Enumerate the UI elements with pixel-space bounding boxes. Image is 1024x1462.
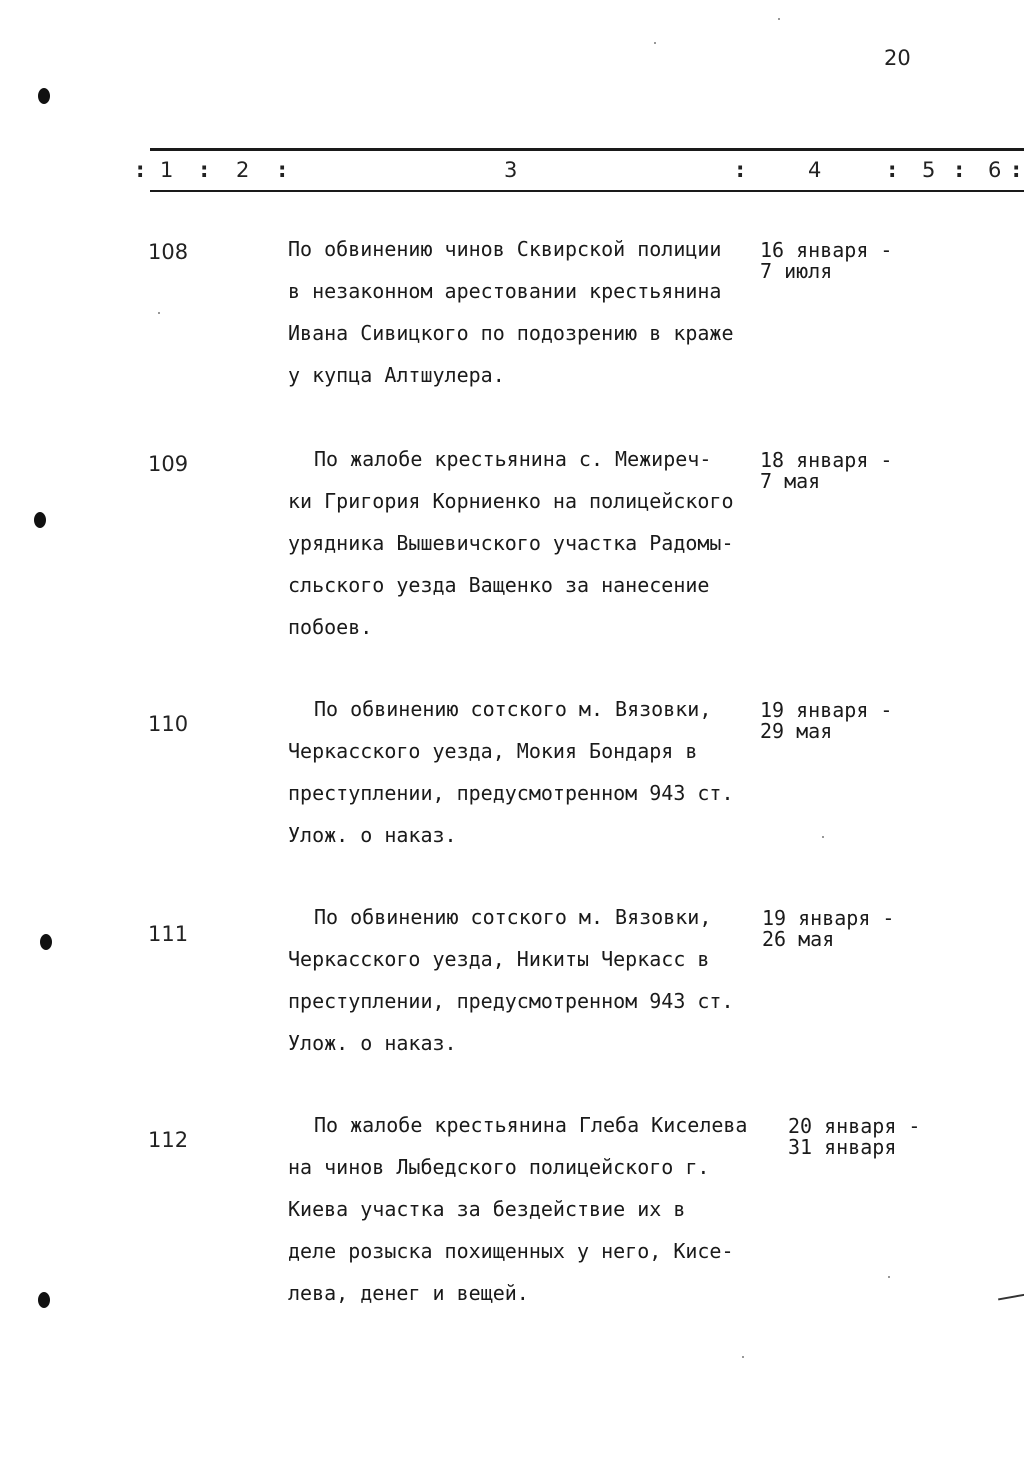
date-start: 20 января - — [788, 1114, 921, 1138]
column-header-6: 6 — [988, 158, 1002, 182]
entry-dates — [762, 908, 894, 950]
paper-speck — [158, 312, 160, 314]
date-end: 7 июля — [760, 259, 833, 283]
column-header-1: 1 — [160, 158, 174, 182]
entry-number: 109 — [148, 452, 189, 476]
description-line: Киева участка за бездействие их в — [288, 1197, 686, 1221]
entry-number: 110 — [148, 712, 189, 736]
description-line: преступлении, предусмотренном 943 ст. — [288, 989, 734, 1013]
paper-speck — [888, 1276, 890, 1278]
description-line: сльского уезда Ващенко за нанесение — [288, 573, 710, 597]
description-line: урядника Вышевичского участка Радомы- — [288, 531, 734, 555]
description-line: у купца Алтшулера. — [288, 363, 505, 387]
header-rule-bottom — [150, 190, 1024, 192]
description-line: Ивана Сивицкого по подозрению в краже — [288, 321, 734, 345]
header-rule-top — [150, 148, 1024, 151]
entry-description — [288, 688, 768, 856]
column-header-4: 4 — [808, 158, 822, 182]
entry-description — [288, 1104, 768, 1314]
entry-dates — [760, 700, 892, 742]
description-line: По жалобе крестьянина с. Межиреч- — [314, 447, 712, 471]
paper-speck — [654, 42, 656, 44]
entry-description — [288, 438, 768, 648]
description-line: По жалобе крестьянина Глеба Киселева — [314, 1113, 748, 1137]
date-start: 18 января - — [760, 448, 893, 472]
date-start: 19 января - — [760, 698, 893, 722]
entry-dates — [760, 240, 892, 282]
description-line: деле розыска похищенных у него, Кисе- — [288, 1239, 734, 1263]
date-end: 7 мая — [760, 469, 821, 493]
column-separator: : — [278, 158, 287, 182]
date-start: 19 января - — [762, 906, 895, 930]
punch-hole — [34, 512, 46, 528]
margin-mark — [998, 1294, 1024, 1301]
column-separator: : — [1012, 158, 1021, 182]
entry-dates — [788, 1116, 920, 1158]
description-line: на чинов Лыбедского полицейского г. — [288, 1155, 710, 1179]
column-separator: : — [736, 158, 745, 182]
date-end: 29 мая — [760, 719, 833, 743]
column-header-3: 3 — [504, 158, 518, 182]
page-number: 20 — [884, 46, 911, 70]
column-header-2: 2 — [236, 158, 250, 182]
entry-number: 112 — [148, 1128, 189, 1152]
entry-number: 111 — [148, 922, 189, 946]
description-line: Улож. о наказ. — [288, 823, 457, 847]
paper-speck — [742, 1356, 744, 1358]
description-line: По обвинению сотского м. Вязовки, — [314, 697, 712, 721]
description-line: По обвинению сотского м. Вязовки, — [314, 905, 712, 929]
description-line: побоев. — [288, 615, 373, 639]
column-separator: : — [888, 158, 897, 182]
paper-speck — [822, 836, 824, 838]
entry-description — [288, 896, 768, 1064]
description-line: Черкасского уезда, Никиты Черкасс в — [288, 947, 710, 971]
column-separator: : — [136, 158, 145, 182]
column-separator: : — [200, 158, 209, 182]
entry-description — [288, 228, 768, 396]
punch-hole — [38, 1292, 50, 1308]
date-end: 26 мая — [762, 927, 835, 951]
punch-hole — [40, 934, 52, 950]
punch-hole — [38, 88, 50, 104]
description-line: Улож. о наказ. — [288, 1031, 457, 1055]
entry-dates — [760, 450, 892, 492]
description-line: ки Григория Корниенко на полицейского — [288, 489, 734, 513]
description-line: в незаконном арестовании крестьянина — [288, 279, 722, 303]
column-header-row — [0, 158, 1024, 188]
column-separator: : — [955, 158, 964, 182]
date-end: 31 января — [788, 1135, 897, 1159]
description-line: По обвинению чинов Сквирской полиции — [288, 237, 722, 261]
date-start: 16 января - — [760, 238, 893, 262]
entry-number: 108 — [148, 240, 189, 264]
description-line: Черкасского уезда, Мокия Бондаря в — [288, 739, 698, 763]
description-line: лева, денег и вещей. — [288, 1281, 529, 1305]
paper-speck — [778, 18, 780, 20]
column-header-5: 5 — [922, 158, 936, 182]
description-line: преступлении, предусмотренном 943 ст. — [288, 781, 734, 805]
